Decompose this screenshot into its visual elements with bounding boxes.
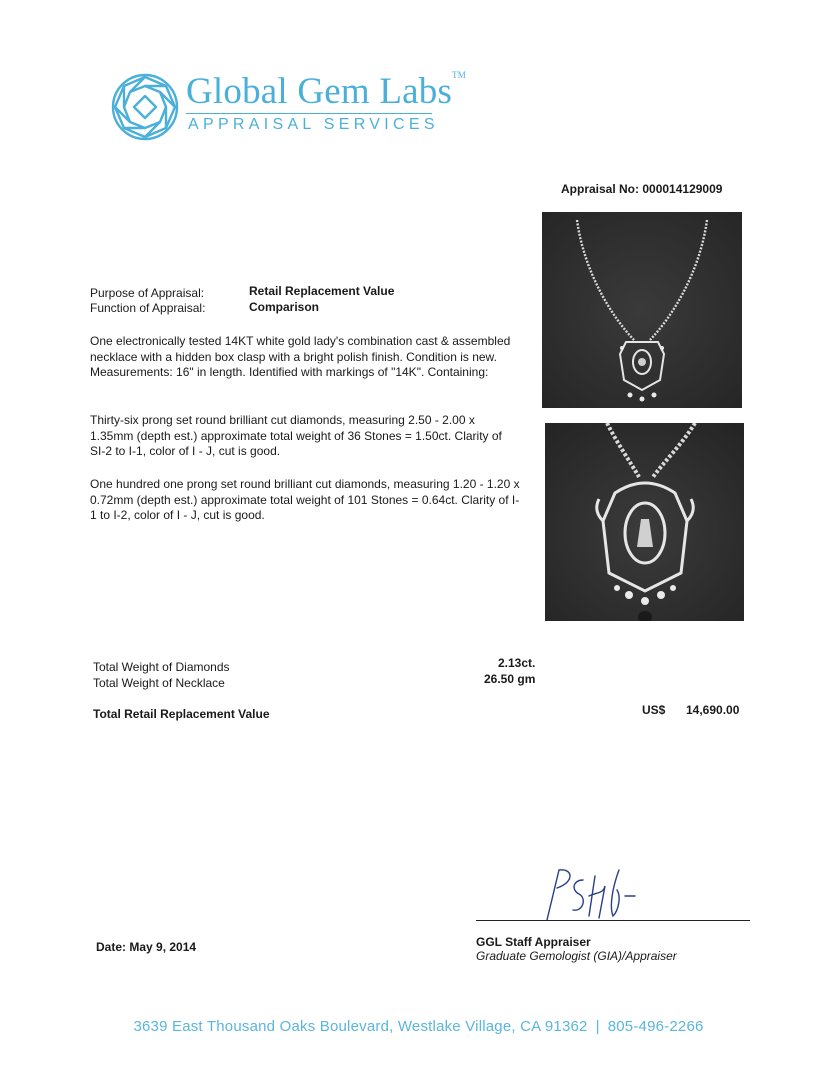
brand-divider bbox=[186, 113, 432, 114]
footer-contact bbox=[0, 1018, 837, 1035]
currency-code: US$ bbox=[642, 703, 666, 717]
purpose-value: Retail Replacement Value bbox=[249, 284, 395, 298]
function-value: Comparison bbox=[249, 300, 320, 314]
brand-subtitle: APPRAISAL SERVICES bbox=[188, 116, 439, 133]
brand-name: Global Gem Labs™ bbox=[186, 69, 466, 112]
function-label: Function of Appraisal: bbox=[90, 301, 206, 315]
necklace-photo-full bbox=[542, 212, 742, 408]
gem-logo-icon bbox=[110, 72, 180, 142]
appraiser-name: GGL Staff Appraiser bbox=[476, 935, 591, 949]
item-description: One electronically tested 14KT white gold lady's combination cast & assembled necklace with a hidden box clasp with a bright polish finish. Condition is new. Measurements: 16" in length. Identified with markings of "14K". Containing: bbox=[90, 334, 511, 379]
total-diamond-weight-value: 2.13ct. bbox=[498, 656, 536, 670]
necklace-photo-pendant-closeup bbox=[545, 423, 744, 621]
total-necklace-weight-value: 26.50 gm bbox=[484, 672, 536, 686]
appraisal-number: Appraisal No: 000014129009 bbox=[561, 182, 723, 196]
footer-phone: 805-496-2266 bbox=[607, 1018, 704, 1035]
stones-description: One hundred one prong set round brilliant cut diamonds, measuring 1.20 - 1.20 x 0.72mm (depth est.) approximate total weight of 101 Stones = 0.64ct. Clarity of I-1 to I-2, color of I - J, cut is good. bbox=[90, 477, 520, 522]
appraisal-date: Date: May 9, 2014 bbox=[96, 940, 197, 954]
total-retail-value-amount: 14,690.00 bbox=[686, 703, 740, 717]
appraiser-title: Graduate Gemologist (GIA)/Appraiser bbox=[476, 949, 677, 963]
total-necklace-weight-label: Total Weight of Necklace bbox=[93, 676, 225, 690]
stones-description: Thirty-six prong set round brilliant cut diamonds, measuring 2.50 - 2.00 x 1.35mm (depth est.) approximate total weight of 36 Stones = 1.50ct. Clarity of SI-2 to I-1, color of I - J, cut is good. bbox=[90, 413, 502, 458]
footer-separator: | bbox=[595, 1018, 600, 1035]
total-diamond-weight-label: Total Weight of Diamonds bbox=[93, 660, 230, 674]
trademark-mark: TM bbox=[452, 69, 466, 80]
purpose-label: Purpose of Appraisal: bbox=[90, 286, 205, 300]
signature-line bbox=[476, 920, 750, 921]
footer-address: 3639 East Thousand Oaks Boulevard, Westlake Village, CA 91362 bbox=[133, 1018, 588, 1035]
handwritten-signature bbox=[533, 866, 643, 926]
total-retail-value-label: Total Retail Replacement Value bbox=[93, 707, 270, 721]
